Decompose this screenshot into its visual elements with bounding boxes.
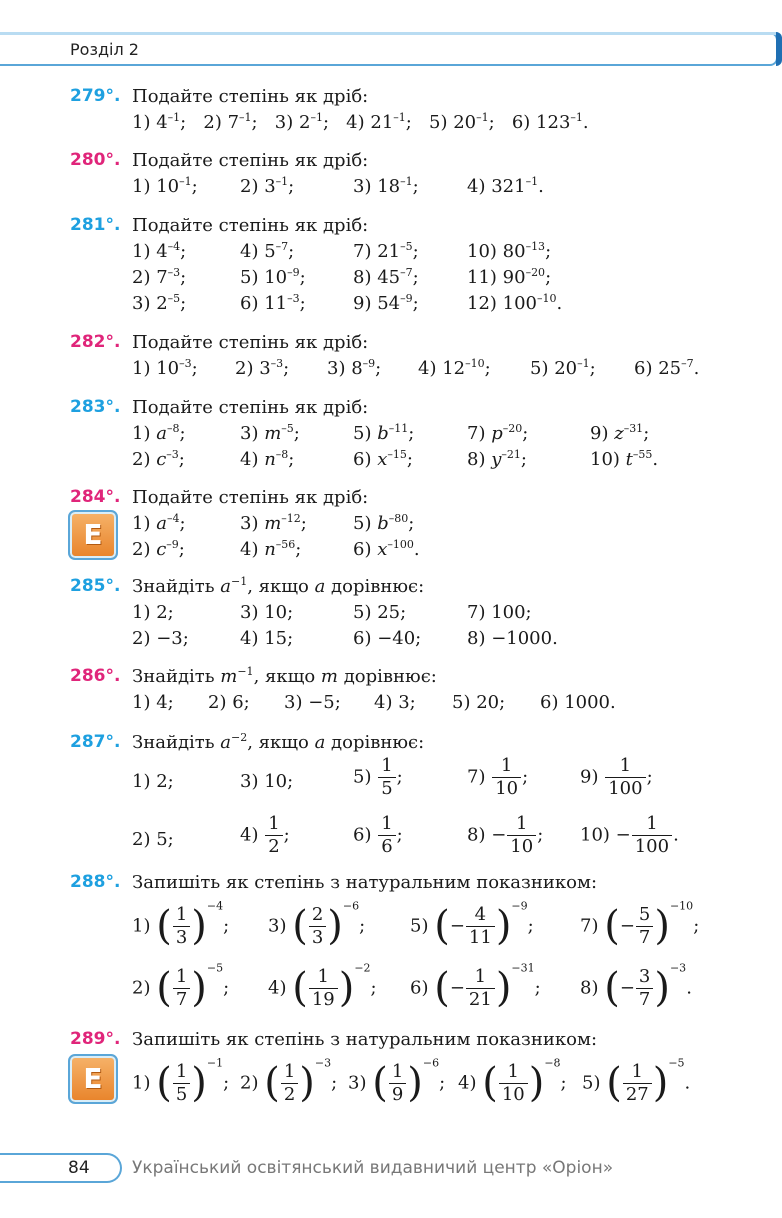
exercise-number: 288°. [70,872,121,892]
exercise-number: 283°. [70,397,121,417]
footer-page-tab [0,1153,122,1183]
publisher-name: Український освітянський видавничий центр «Оріон» [132,1158,614,1178]
exercise-statement: Знайдіть $a^{-2}$, якщо a дорівнює: [132,731,425,753]
exercise-statement: Знайдіть $m^{-1}$, якщо m дорівнює: [132,665,437,687]
exercise-number: 286°. [70,666,121,686]
exercise-number: 280°. [70,150,121,170]
e-badge [68,510,118,560]
exercise-statement: Подайте степінь як дріб: [132,215,369,236]
exercise-number: 279°. [70,86,121,106]
exercise-number: 282°. [70,332,121,352]
exercise-statement: Подайте степінь як дріб: [132,397,369,418]
exercise-statement: Подайте степінь як дріб: [132,150,369,171]
e-badge-label: E [83,1062,103,1095]
page-number: 84 [68,1158,90,1178]
section-label: Розділ 2 [70,40,139,59]
exercise-statement: Запишіть як степінь з натуральним показником: [132,872,598,893]
e-badge-label: E [83,518,103,551]
exercise-statement: Запишіть як степінь з натуральним показником: [132,1029,598,1050]
exercise-statement: Подайте степінь як дріб: [132,86,369,107]
exercise-statement: Подайте степінь як дріб: [132,487,369,508]
exercise-statement: Знайдіть $a^{-1}$, якщо a дорівнює: [132,575,425,597]
exercise-number: 281°. [70,215,121,235]
exercise-number: 284°. [70,487,121,507]
exercise-statement: Подайте степінь як дріб: [132,332,369,353]
exercise-items: 1) $4^{-1}$; 2) $7^{-1}$; 3) $2^{-1}$; 4) $21^{-1}$; 5) $20^{-1}$; 6) $123^{-1}$. [132,111,589,133]
exercise-number: 287°. [70,732,121,752]
exercise-number: 289°. [70,1029,121,1049]
e-badge [68,1054,118,1104]
exercise-number: 285°. [70,576,121,596]
